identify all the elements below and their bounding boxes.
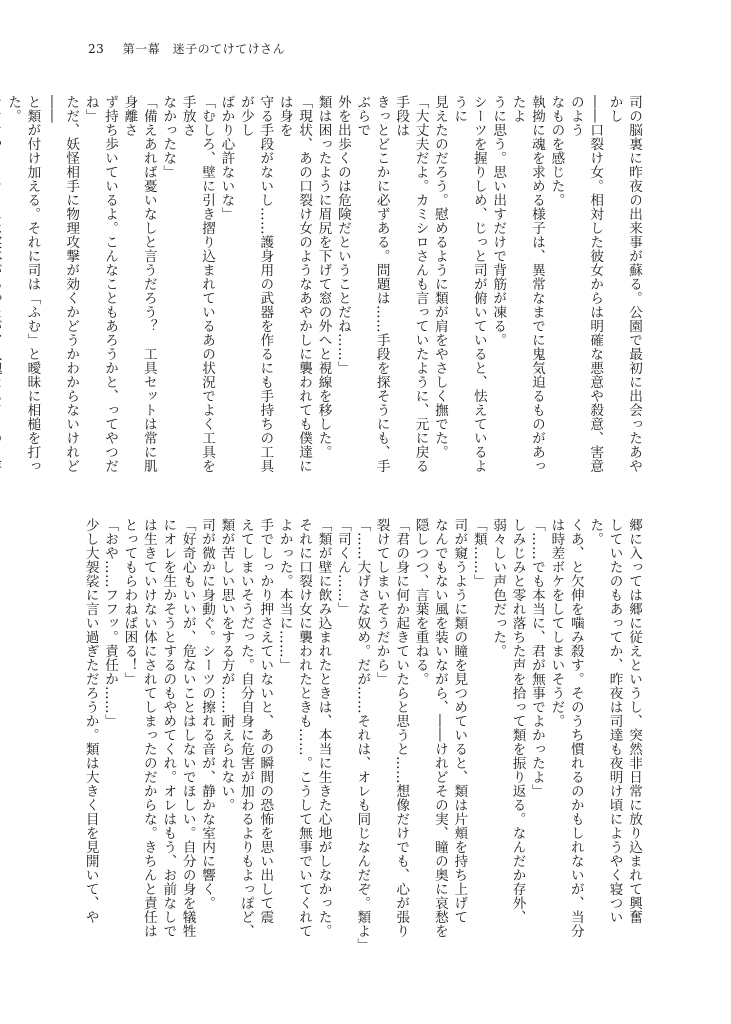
text-line: と類が付け加える。それに司は「ふむ」と曖昧に相槌を打った。 bbox=[5, 95, 41, 473]
text-line: きっとどこかに必ずある。問題は……手段を探そうにも、手ぶらで bbox=[354, 95, 390, 473]
text-line: ――口裂け女。相対した彼女からは明確な悪意や殺意、害意のよう bbox=[567, 95, 604, 473]
text-line: しみじみと零れ落ちた声を拾って類を振り返る。なんだか存外、 bbox=[509, 518, 526, 924]
text-line: えてしまいそうだった。自分自身に危害が加わるよりもよっぽど、 bbox=[237, 518, 254, 938]
text-line: なんでもない風を装いながら、――けれどその実、瞳の奥に哀愁を bbox=[431, 518, 448, 938]
text-line: 「……大げさな奴め。だが……それは、オレも同じなんだぞ。類よ」 bbox=[354, 518, 371, 952]
text-line: 「おや……フフッ。責任か……」 bbox=[102, 518, 119, 728]
text-line: 「むしろ、壁に引き摺り込まれているあの状況でよく工具を手放さ bbox=[179, 95, 216, 473]
text-line: 執拗に魂を求める様子は、異常なまでに鬼気迫るものがあったよ bbox=[509, 95, 545, 473]
text-line: とってもらわねば困る！」 bbox=[121, 518, 138, 686]
text-line: それに口裂け女に襲われたときも……。こうして無事でいてくれて bbox=[296, 518, 313, 938]
text-line: 少し大袈裟に言い過ぎただろうか。類は大きく目を見開いて、や bbox=[82, 518, 99, 924]
text-line: うに思う。思い出すだけで背筋が凍る。 bbox=[490, 95, 507, 347]
text-line: 司が微かに身動ぐ。シーツの擦れる音が、静かな室内に響く。 bbox=[199, 518, 216, 910]
text-line: 「……でも本当に、君が無事でよかったよ」 bbox=[528, 518, 545, 798]
text-line: 「類が壁に飲み込まれたときは、本当に生きた心地がしなかった。 bbox=[315, 518, 332, 938]
text-line bbox=[0, 95, 3, 480]
text-line: 「司くん……」 bbox=[334, 518, 351, 616]
text-column-bottom bbox=[73, 518, 643, 952]
text-line: 外を出歩くのは危険だということだね……」 bbox=[334, 95, 351, 375]
text-line: 「好奇心もいいが、危ないことはしないでほしい。自分の身を犠牲 bbox=[179, 518, 196, 938]
text-line: 「現状、あの口裂け女のようなあやかしに襲われても僕達には身を bbox=[276, 95, 313, 473]
running-title: 第一幕 迷子のてけてけさん bbox=[122, 42, 286, 56]
text-line: 隠しつつ、言葉を重ねる。 bbox=[412, 518, 429, 686]
text-line: 手でしっかり押さえていないと、あの瞬間の恐怖を思い出して震 bbox=[257, 518, 274, 924]
text-line: 司が窺うように類の瞳を見つめていると、類は片頬を持ち上げて bbox=[451, 518, 468, 924]
text-line: 見えたのだろう。慰めるように類が肩をやさしく撫でた。 bbox=[431, 95, 448, 459]
text-line: は時差ボケをしてしまいそうだ。 bbox=[548, 518, 565, 728]
text-line: よかった。本当に……」 bbox=[276, 518, 293, 672]
text-line: 弱々しい声色だった。 bbox=[490, 518, 507, 658]
text-line: シーツを握りしめ、じっと司が俯いていると、怯えているように bbox=[451, 95, 487, 473]
text-line: なかったな」 bbox=[160, 95, 177, 179]
text-line: 「君の身に何か起きていたらと思うと……想像だけでも、心が張り bbox=[393, 518, 410, 938]
text-line: していたのもあってか、昨夜は司達も夜明け頃にようやく寝ついた。 bbox=[587, 518, 623, 924]
text-line: 類が苦しい思いをする方が……耐えられない。 bbox=[218, 518, 235, 812]
text-line: 郷に入っては郷に従えというし、突然非日常に放り込まれて興奮 bbox=[626, 518, 642, 924]
text-line: ず持ち歩いているよ。こんなこともあろうかと、ってやつだね」 bbox=[82, 95, 119, 473]
text-column-top bbox=[5, 95, 643, 480]
page-number: 23 bbox=[88, 42, 105, 56]
text-line: 類は困ったように眉尻を下げて窓の外へと視線を移した。 bbox=[315, 95, 332, 459]
text-line: くあ、と欠伸を噛み殺す。そのうち慣れるのかもしれないが、当分 bbox=[567, 518, 584, 938]
text-line: ただ、妖怪相手に物理攻撃が効くかどうかわからないけれど―― bbox=[43, 95, 80, 473]
text-line: なものを感じた。 bbox=[548, 95, 565, 207]
text-line: ばかり心許ないな」 bbox=[218, 95, 235, 221]
text-line: 「類……」 bbox=[470, 518, 487, 588]
text-line: にオレを生かそうとするのもやめてくれ。オレはもう、お前なしで bbox=[160, 518, 177, 938]
text-line: 裂けてしまいそうだから」 bbox=[373, 518, 390, 686]
text-line: 「大丈夫だよ。カミシロさんも言っていたように、元に戻る手段は bbox=[393, 95, 429, 473]
text-line: は生きていけない体にされてしまったのだからな。きちんと責任は bbox=[140, 518, 157, 938]
text-line: 司の脳裏に昨夜の出来事が蘇る。公園で最初に出会ったあやかし bbox=[606, 95, 642, 473]
text-line: 守る手段がないし……護身用の武器を作るにも手持ちの工具が少し bbox=[237, 95, 274, 473]
running-header bbox=[88, 40, 285, 57]
text-line: 「備えあれば憂いなしと言うだろう？ 工具セットは常に肌身離さ bbox=[121, 95, 157, 473]
